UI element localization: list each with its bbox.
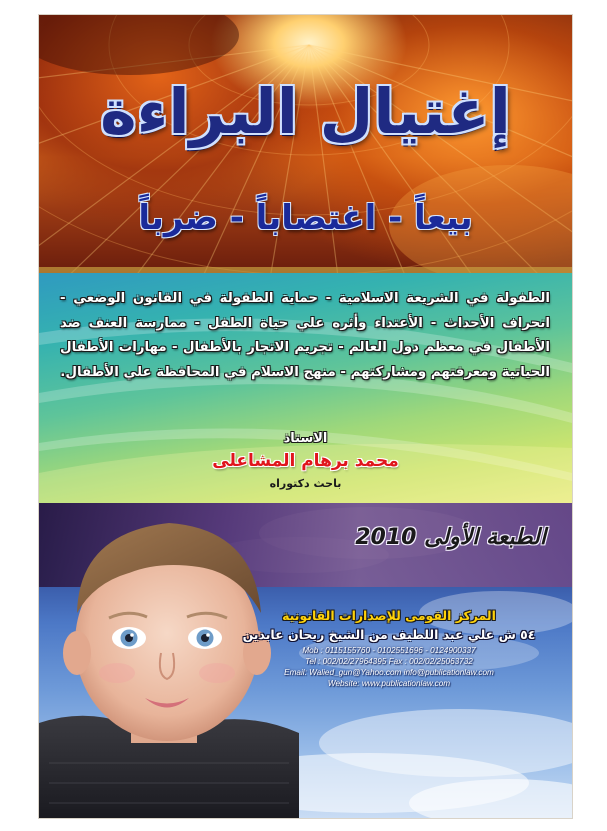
book-cover xyxy=(38,14,573,819)
publisher-tel-fax: Tel : 002/02/27964395 Fax : 002/02/25063732 xyxy=(305,657,473,666)
edition-label: الطبعة الأولى 2010 xyxy=(355,525,546,550)
publisher-email: Email: Walied_gun@Yahoo.com info@publicationlaw.com xyxy=(284,668,494,677)
publisher-name: المركز القومى للإصدارات القانونية xyxy=(282,608,496,623)
author-role: باحث دكتوراه xyxy=(269,477,342,490)
publisher-info xyxy=(224,607,554,689)
publisher-address: ٥٤ ش علي عبد اللطيف من الشيخ ريحان عابدين xyxy=(242,627,536,642)
book-description: الطفولة في الشريعة الاسلامية - حماية الطفولة في القانون الوضعي - انحراف الأحداث - الأعتداء وأثره علي حياة الطفل - ممارسة العنف ضد الأطفال في معظم دول العالم - تجريم الاتجار بالأطفال - مهارات الأطفال الحياتية ومعرفتهم ومشاركتهم - منهج الاسلام في المحافظة علي الأطفال. xyxy=(60,291,550,380)
bottom-panel xyxy=(39,503,572,818)
author-name: محمد برهام المشاعلى xyxy=(212,451,399,471)
description-panel xyxy=(39,273,572,503)
book-title: إغتيال البراءة xyxy=(100,75,511,148)
publisher-website: Website: www.publicationlaw.com xyxy=(327,679,451,688)
author-title: الاستاذ xyxy=(283,431,328,446)
book-subtitle: بيعاً - اغتصاباً - ضرباً xyxy=(138,198,473,238)
top-banner xyxy=(39,15,572,273)
publisher-mobile: Mob : 0115155760 - 0102551696 - 0124900337 xyxy=(302,646,476,655)
